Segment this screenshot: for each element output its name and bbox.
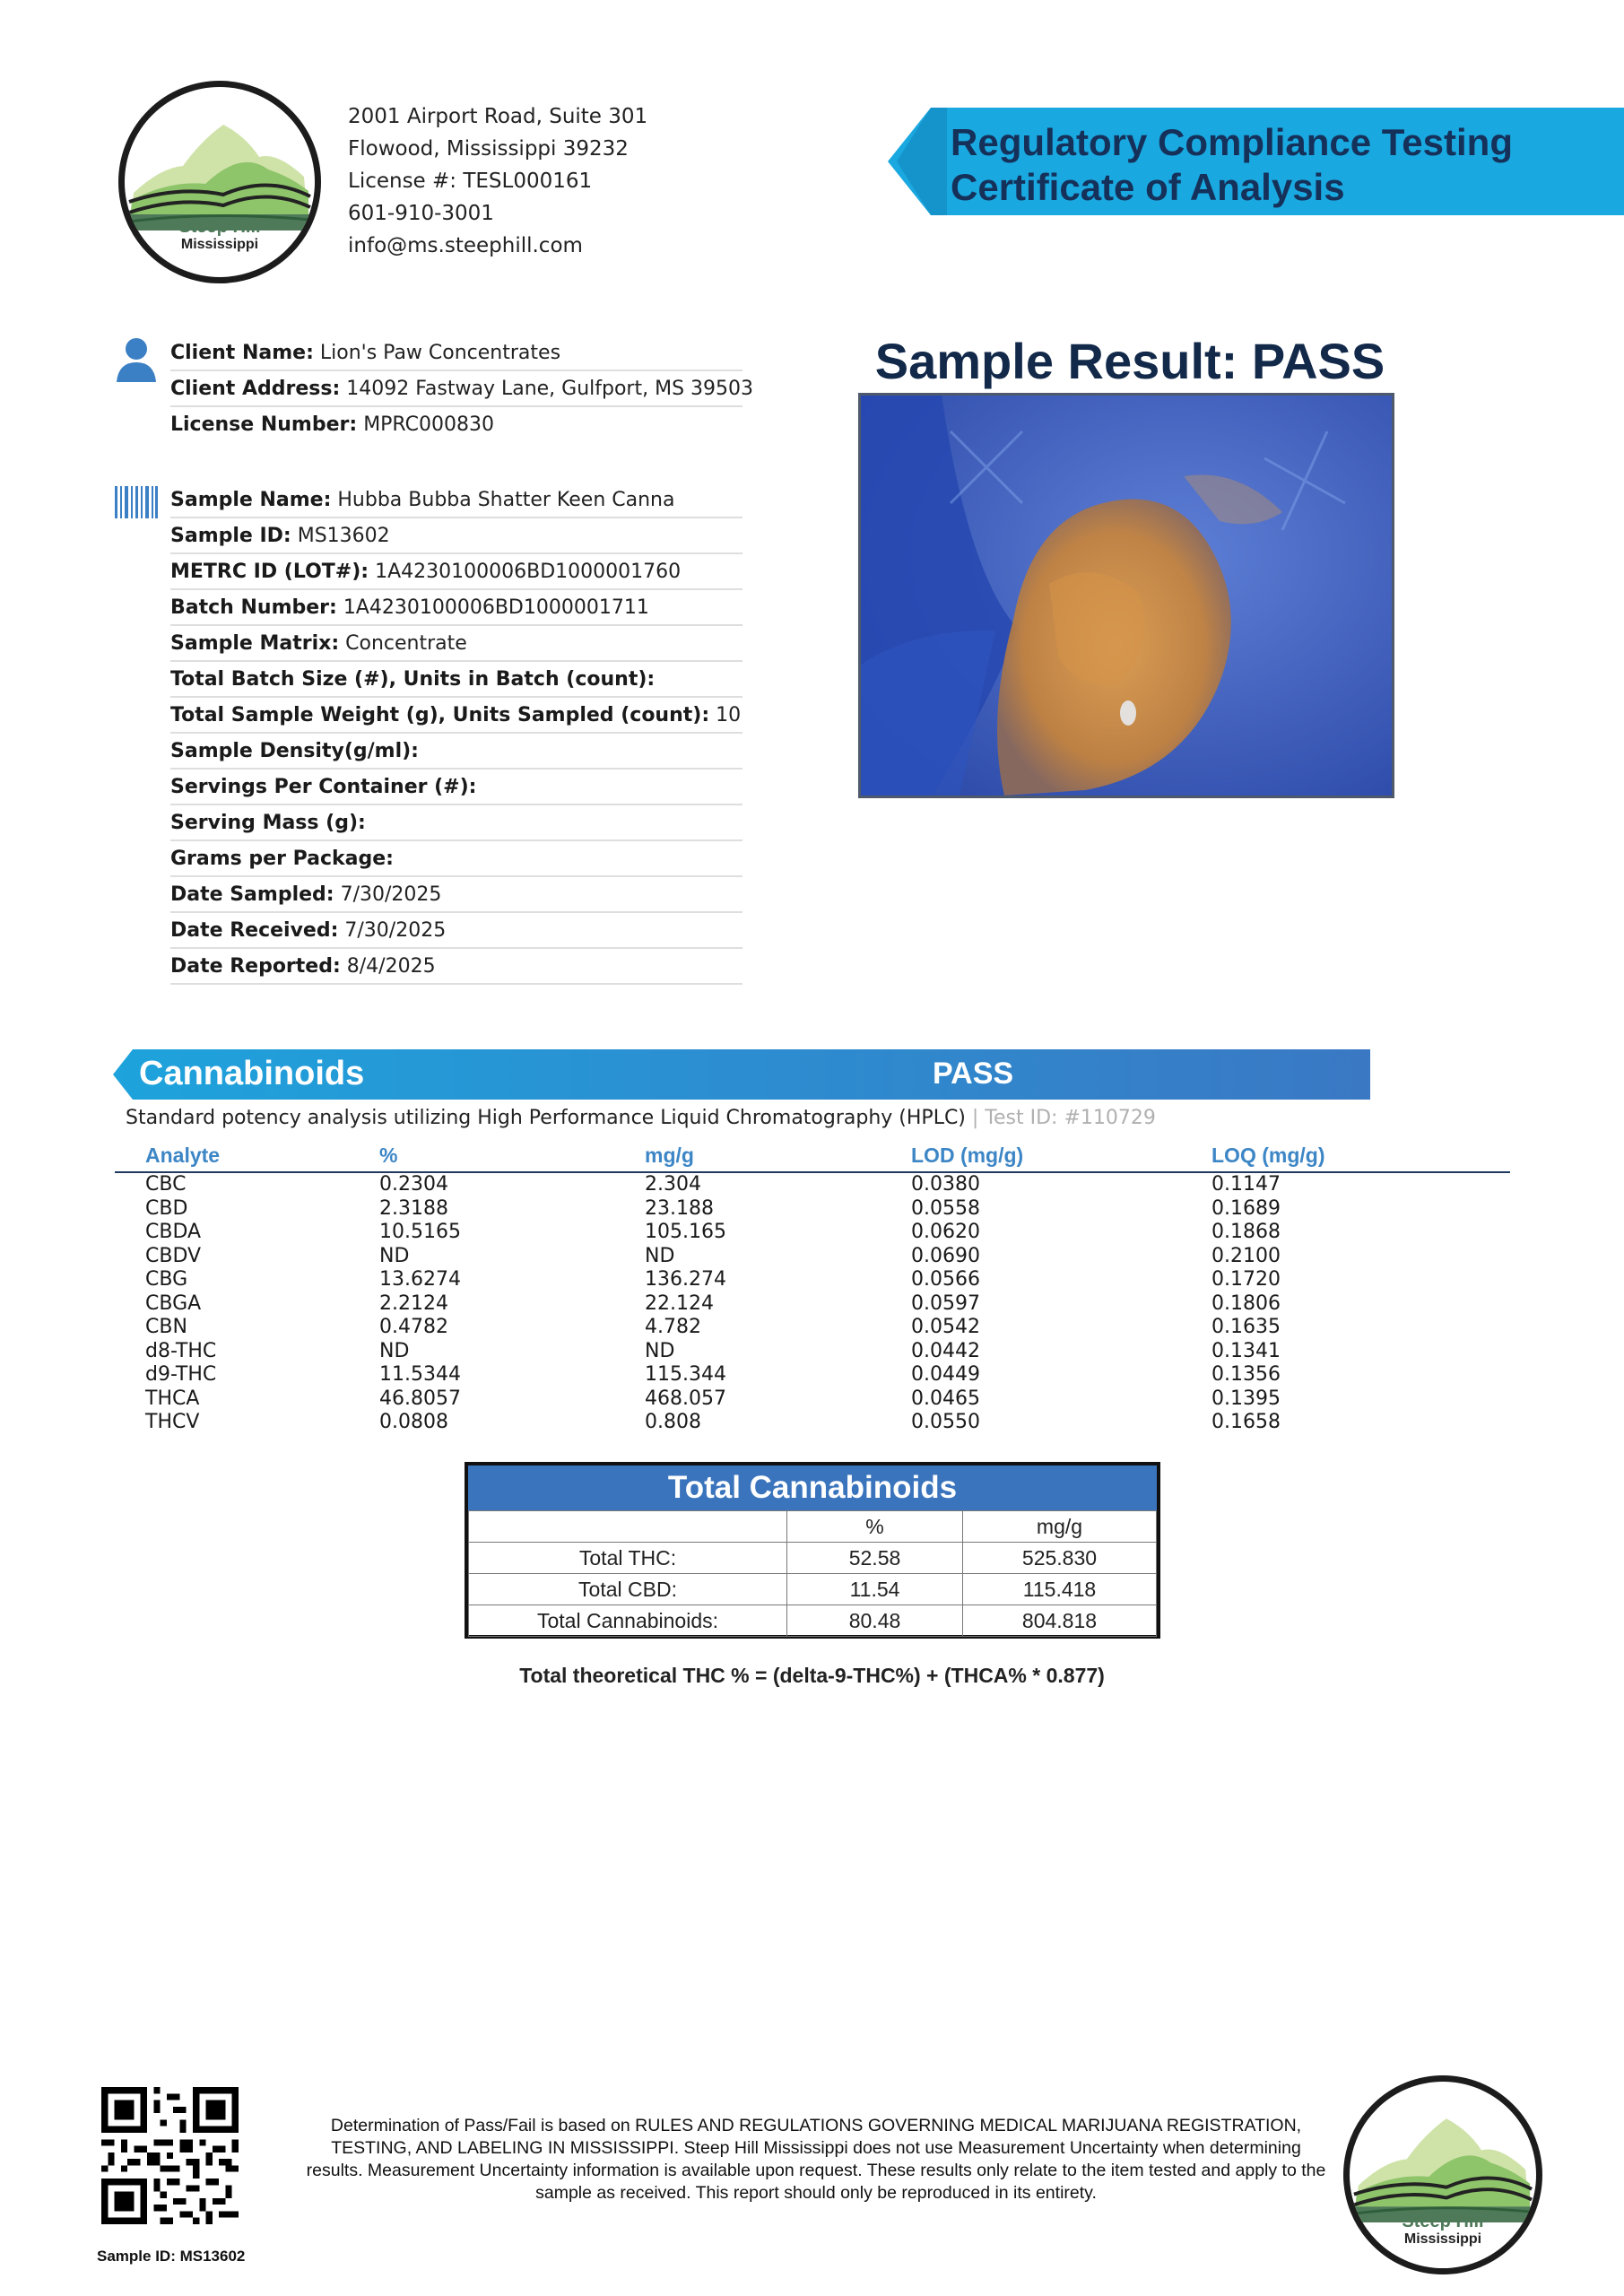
table-row [115,1316,1510,1340]
total-label: Total CBD: [469,1574,787,1605]
percent-cell: ND [379,1244,410,1267]
totals-table [468,1510,1157,1637]
client-info [170,335,754,443]
mg-cell: 0.808 [645,1411,701,1434]
mg-cell: 105.165 [645,1221,726,1244]
lod-cell: 0.0449 [911,1363,980,1387]
loq-cell: 0.1635 [1211,1316,1281,1339]
percent-cell: 10.5165 [379,1221,461,1244]
method-text: Standard potency analysis utilizing High Performance Liquid Chromatography (HPLC) [126,1107,966,1129]
total-mg: 525.830 [963,1543,1157,1574]
table-row [115,1197,1510,1222]
mg-cell: 4.782 [645,1316,701,1339]
column-header: mg/g [963,1511,1157,1543]
address-line: 601-910-3001 [348,202,494,225]
loq-cell: 0.2100 [1211,1244,1281,1267]
logo-name: Steep Hill [1402,2212,1484,2231]
person-icon [115,335,158,382]
table-row [115,1172,1510,1197]
sample-row [170,698,743,734]
loq-cell: 0.1806 [1211,1292,1281,1315]
field-value: Hubba Bubba Shatter Keen Canna [337,489,675,511]
analyte-cell: THCA [145,1387,200,1410]
client-name-row [170,335,743,371]
banner-line-1: Regulatory Compliance Testing [951,121,1513,163]
column-header: % [379,1139,645,1172]
column-header: LOQ (mg/g) [1211,1139,1510,1172]
field-value: 1A4230100006BD1000001760 [375,561,682,583]
field-label: Client Name: [170,342,314,364]
field-label: Date Reported: [170,955,341,978]
table-row [115,1245,1510,1269]
loq-cell: 0.1356 [1211,1363,1281,1387]
field-label: Sample Name: [170,489,332,511]
lod-cell: 0.0380 [911,1173,980,1196]
mg-cell: 23.188 [645,1196,714,1220]
lod-cell: 0.0597 [911,1292,980,1315]
banner-line-2: Certificate of Analysis [951,166,1345,208]
percent-cell: ND [379,1339,410,1362]
mg-cell: 2.304 [645,1173,701,1196]
lod-cell: 0.0542 [911,1316,980,1339]
percent-cell: 11.5344 [379,1363,461,1387]
column-header: % [787,1511,963,1543]
mg-cell: 468.057 [645,1387,726,1410]
test-id: | Test ID: #110729 [965,1107,1156,1129]
field-value: 7/30/2025 [340,883,442,906]
total-mg: 115.418 [963,1574,1157,1605]
sample-info [170,483,743,985]
table-header-row [115,1139,1510,1172]
field-value: Concentrate [345,632,467,655]
disclaimer-text: Determination of Pass/Fail is based on RULES AND REGULATIONS GOVERNING MEDICAL MARIJUANA REGISTRATION, TESTING, AND LABELING IN MISSISSIPPI. Steep Hill Mississippi does not use Measurement Uncertainty when determining results. Measurement Uncertainty information is available upon request. These results only relate to the item tested and apply to the sample as received. This report should only be reproduced in its entirety. [306,2116,1326,2203]
field-label: Batch Number: [170,596,337,619]
barcode-icon [115,486,158,518]
total-percent: 80.48 [787,1605,963,1637]
percent-cell: 0.4782 [379,1316,448,1339]
field-value: MPRC000830 [363,413,494,436]
field-value: Lion's Paw Concentrates [319,342,561,364]
table-row [115,1411,1510,1435]
lod-cell: 0.0566 [911,1268,980,1292]
footer-lab-logo [1343,2075,1542,2274]
column-header: LOD (mg/g) [911,1139,1211,1172]
analysis-description [126,1105,1156,1132]
lod-cell: 0.0690 [911,1244,980,1267]
loq-cell: 0.1395 [1211,1387,1281,1410]
lab-logo [118,81,321,283]
mg-cell: 136.274 [645,1268,726,1292]
column-header: Analyte [115,1139,379,1172]
percent-cell: 0.0808 [379,1411,448,1434]
cannabinoids-title: Cannabinoids [139,1055,365,1092]
sample-row [170,913,743,949]
percent-cell: 0.2304 [379,1173,448,1196]
field-value: 8/4/2025 [346,955,436,978]
analyte-cell: d9-THC [145,1363,217,1387]
sample-row [170,662,743,698]
thc-formula: Total theoretical THC % = (delta-9-THC%) + (THCA% * 0.877) [519,1664,1105,1687]
address-line: info@ms.steephill.com [348,234,583,257]
loq-cell: 0.1868 [1211,1221,1281,1244]
analyte-cell: d8-THC [145,1339,217,1362]
field-label: Date Sampled: [170,883,334,906]
lod-cell: 0.0558 [911,1196,980,1220]
table-row [115,1387,1510,1412]
field-label: License Number: [170,413,358,436]
mg-cell: ND [645,1244,675,1267]
field-label: Servings Per Container (#): [170,776,477,798]
sample-row [170,841,743,877]
total-percent: 52.58 [787,1543,963,1574]
cannabinoids-status: PASS [933,1057,1014,1091]
lod-cell: 0.0620 [911,1221,980,1244]
loq-cell: 0.1720 [1211,1268,1281,1292]
table-row [115,1340,1510,1364]
mg-cell: ND [645,1339,675,1362]
sample-row [170,734,743,770]
percent-cell: 2.2124 [379,1292,448,1315]
total-percent: 11.54 [787,1574,963,1605]
logo-region: Mississippi [180,237,259,252]
client-address-row [170,371,754,407]
banner-title [951,120,1513,210]
field-value: 7/30/2025 [344,919,447,942]
analyte-cell: CBN [145,1316,187,1339]
field-label: Serving Mass (g): [170,812,366,834]
field-label: METRC ID (LOT#): [170,561,369,583]
loq-cell: 0.1147 [1211,1173,1281,1196]
total-label: Total Cannabinoids: [469,1605,787,1637]
analyte-cell: CBD [145,1196,188,1220]
analyte-cell: CBDA [145,1221,202,1244]
table-row [469,1543,1157,1574]
field-label: Sample Density(g/ml): [170,740,419,762]
field-label: Total Batch Size (#), Units in Batch (count): [170,668,656,691]
table-row [115,1363,1510,1387]
lod-cell: 0.0550 [911,1411,980,1434]
field-label: Sample Matrix: [170,632,340,655]
total-mg: 804.818 [963,1605,1157,1637]
field-label: Client Address: [170,378,341,400]
loq-cell: 0.1341 [1211,1339,1281,1362]
mg-cell: 22.124 [645,1292,714,1315]
cannabinoids-table [115,1139,1510,1435]
total-cannabinoids-box [465,1462,1160,1639]
footer-sample-id: Sample ID: MS13602 [97,2248,246,2265]
sample-row [170,483,743,518]
loq-cell: 0.1689 [1211,1196,1281,1220]
lod-cell: 0.0465 [911,1387,980,1410]
lab-address [348,100,647,262]
analyte-cell: CBC [145,1173,187,1196]
total-label: Total THC: [469,1543,787,1574]
analyte-cell: CBDV [145,1244,202,1267]
percent-cell: 2.3188 [379,1196,448,1220]
field-label: Date Received: [170,919,339,942]
analyte-cell: CBGA [145,1292,202,1315]
field-label: Grams per Package: [170,848,394,870]
field-label: Total Sample Weight (g), Units Sampled (count): [170,704,710,726]
logo-region: Mississippi [1403,2231,1482,2247]
totals-header-row [469,1511,1157,1543]
qr-code-icon [101,2087,239,2224]
percent-cell: 46.8057 [379,1387,461,1410]
sample-result-title: Sample Result: PASS [874,333,1385,389]
loq-cell: 0.1658 [1211,1411,1281,1434]
column-header [469,1511,787,1543]
sample-row [170,949,743,985]
sample-row [170,805,743,841]
lod-cell: 0.0442 [911,1339,980,1362]
field-label: Sample ID: [170,525,291,547]
totals-title: Total Cannabinoids [468,1465,1157,1510]
field-value: MS13602 [297,525,390,547]
percent-cell: 13.6274 [379,1268,461,1292]
table-row [469,1605,1157,1637]
report-banner [888,108,1624,215]
sample-row [170,590,743,626]
column-header: mg/g [645,1139,911,1172]
address-line: 2001 Airport Road, Suite 301 [348,105,648,128]
sample-row [170,770,743,805]
address-line: Flowood, Mississippi 39232 [348,137,629,161]
field-value: 1A4230100006BD1000001711 [343,596,649,619]
analyte-cell: THCV [145,1411,200,1434]
sample-row [170,877,743,913]
table-row [469,1574,1157,1605]
logo-name: Steep Hill [178,217,261,237]
sample-row [170,518,743,554]
sample-photo [858,393,1394,798]
table-row [115,1221,1510,1245]
table-row [115,1268,1510,1292]
table-row [115,1292,1510,1317]
sample-row [170,554,743,590]
sample-row [170,626,743,662]
mg-cell: 115.344 [645,1363,726,1387]
license-number-row [170,407,743,443]
field-value: 14092 Fastway Lane, Gulfport, MS 39503 [346,378,754,400]
address-line: License #: TESL000161 [348,170,593,193]
analyte-cell: CBG [145,1268,188,1292]
field-value: 10 [716,704,742,726]
